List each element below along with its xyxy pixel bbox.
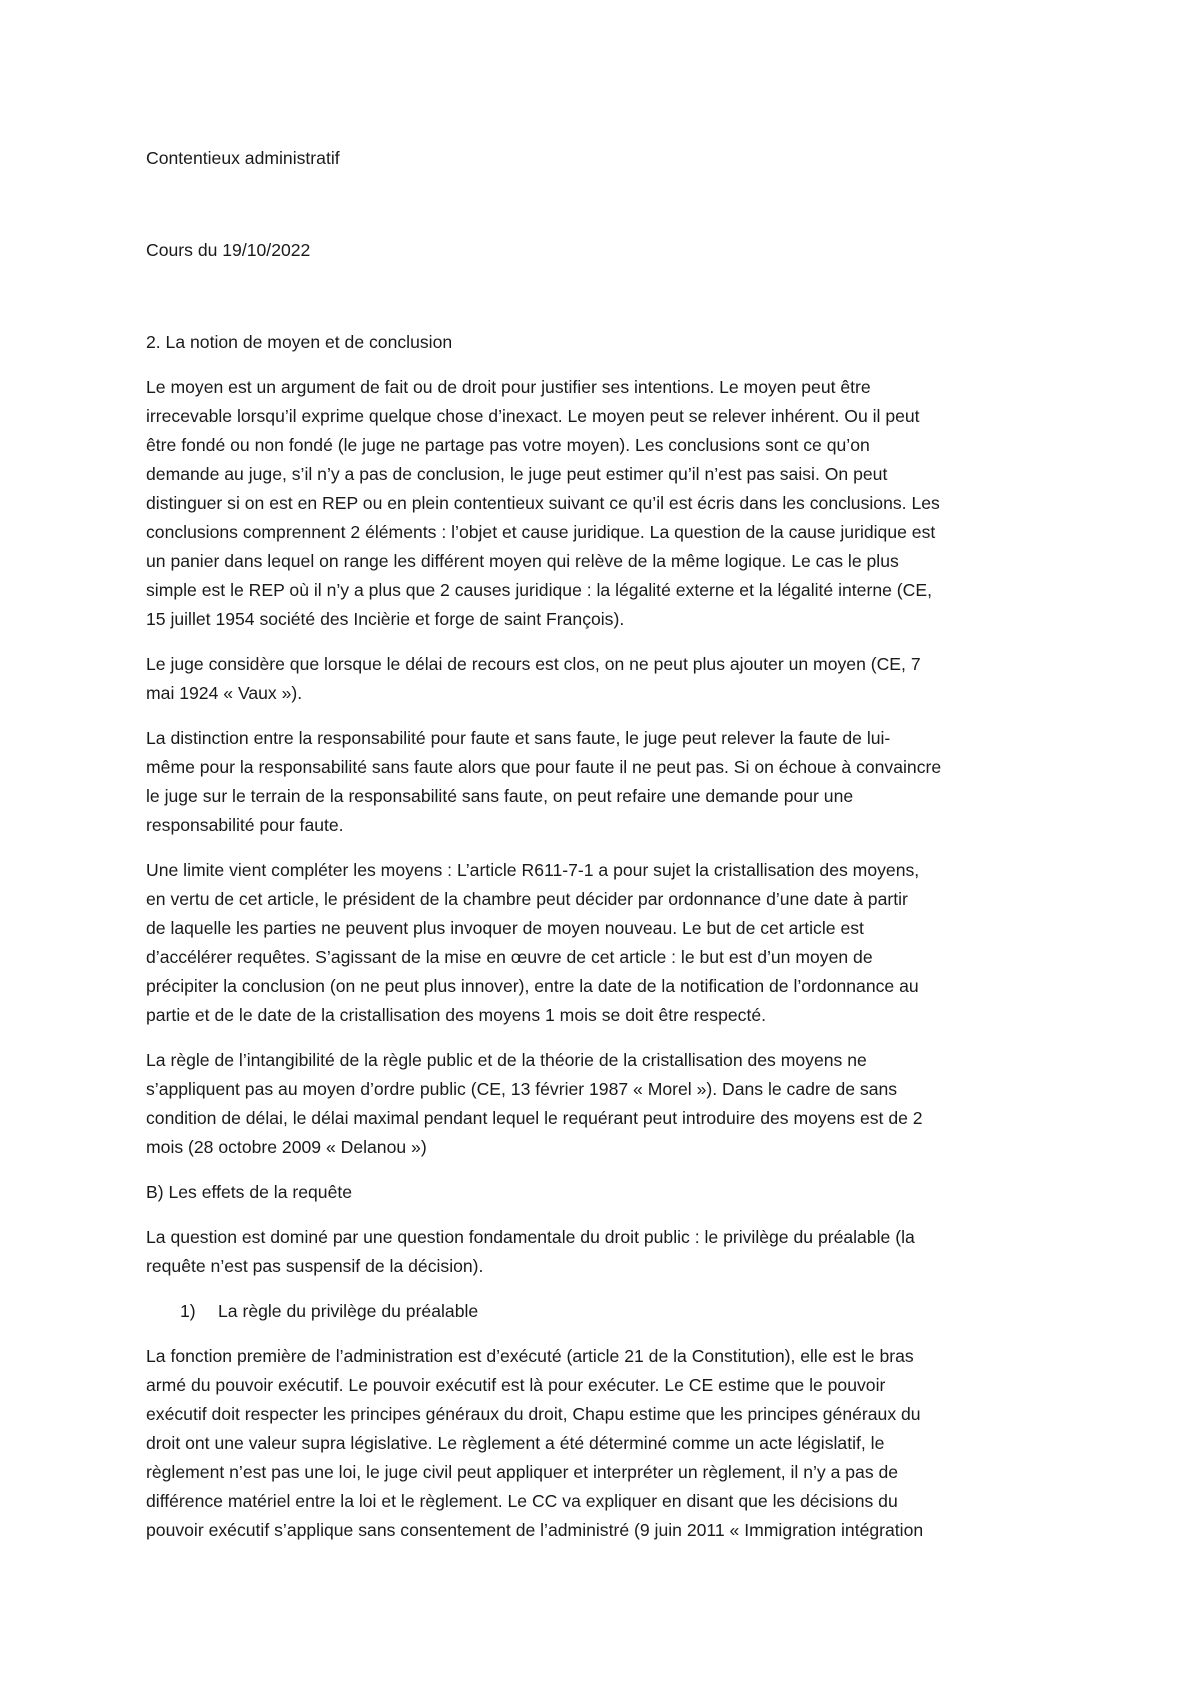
text-line: distinguer si on est en REP ou en plein contentieux suivant ce qu’il est écris dans les conclusions. Les [146,493,940,513]
text-line: précipiter la conclusion (on ne peut plus innover), entre la date de la notification de l’ordonnance au [146,976,919,996]
text-line: La question est dominé par une question fondamentale du droit public : le privilège du préalable (la [146,1227,915,1247]
text-line: s’appliquent pas au moyen d’ordre public (CE, 13 février 1987 « Morel »). Dans le cadre de sans [146,1079,898,1099]
text-line: B) Les effets de la requête [146,1182,353,1202]
text-line: 15 juillet 1954 société des Incièrie et forge de saint François). [146,609,625,629]
text-line: Une limite vient compléter les moyens : L’article R611-7-1 a pour sujet la cristallisation des moyens, [146,860,920,880]
text-line: différence matériel entre la loi et le règlement. Le CC va expliquer en disant que les décisions du [146,1491,898,1511]
text-line: droit ont une valeur supra législative. Le règlement a été déterminé comme un acte législatif, le [146,1433,885,1453]
document-title: Contentieux administratif [146,148,340,168]
subsection-heading [146,1178,1066,1207]
text-line: mai 1924 « Vaux »). [146,683,303,703]
paragraph [146,1223,1066,1281]
paragraph [146,1046,1066,1162]
document-body [146,144,1066,1545]
text-line: Le juge considère que lorsque le délai de recours est clos, on ne peut plus ajouter un moyen (CE, 7 [146,654,921,674]
text-line: pouvoir exécutif s’applique sans consentement de l’administré (9 juin 2011 « Immigration intégration [146,1520,924,1540]
course-date: Cours du 19/10/2022 [146,240,311,260]
paragraph [146,724,1066,840]
text-line: Le moyen est un argument de fait ou de droit pour justifier ses intentions. Le moyen peut être [146,377,871,397]
text-line: conclusions comprennent 2 éléments : l’objet et cause juridique. La question de la cause juridique est [146,522,936,542]
text-line: d’accélérer requêtes. S’agissant de la mise en œuvre de cet article : le but est d’un moyen de [146,947,873,967]
text-line: simple est le REP où il n’y a plus que 2 causes juridique : la légalité externe et la légalité interne (CE, [146,580,932,600]
numbered-list-item [180,1297,1066,1326]
text-line: exécutif doit respecter les principes généraux du droit, Chapu estime que les principes généraux du [146,1404,921,1424]
text-line: être fondé ou non fondé (le juge ne partage pas votre moyen). Les conclusions sont ce qu’on [146,435,870,455]
section-heading: 2. La notion de moyen et de conclusion [146,332,453,352]
text-line: le juge sur le terrain de la responsabilité sans faute, on peut refaire une demande pour une [146,786,854,806]
list-item-text: La règle du privilège du préalable [218,1301,479,1321]
text-line: La fonction première de l’administration est d’exécuté (article 21 de la Constitution), elle est le bras [146,1346,914,1366]
paragraph [146,856,1066,1030]
text-line: armé du pouvoir exécutif. Le pouvoir exécutif est là pour exécuter. Le CE estime que le pouvoir [146,1375,886,1395]
text-line: condition de délai, le délai maximal pendant lequel le requérant peut introduire des moyens est de 2 [146,1108,923,1128]
text-line: La règle de l’intangibilité de la règle public et de la théorie de la cristallisation des moyens ne [146,1050,867,1070]
text-line: mois (28 octobre 2009 « Delanou ») [146,1137,427,1157]
paragraph [146,1342,1066,1545]
text-line: irrecevable lorsqu’il exprime quelque chose d’inexact. Le moyen peut se relever inhérent. Ou il peut [146,406,920,426]
paragraph [146,373,1066,634]
list-number: 1) [180,1301,196,1321]
text-line: même pour la responsabilité sans faute alors que pour faute il ne peut pas. Si on échoue à convaincre [146,757,942,777]
text-line: requête n’est pas suspensif de la décision). [146,1256,484,1276]
text-line: un panier dans lequel on range les différent moyen qui relève de la même logique. Le cas le plus [146,551,899,571]
text-line: de laquelle les parties ne peuvent plus invoquer de moyen nouveau. Le but de cet article est [146,918,864,938]
text-line: partie et de le date de la cristallisation des moyens 1 mois se doit être respecté. [146,1005,767,1025]
text-line: responsabilité pour faute. [146,815,344,835]
text-line: demande au juge, s’il n’y a pas de conclusion, le juge peut estimer qu’il n’est pas saisi. On peut [146,464,888,484]
paragraph [146,650,1066,708]
text-line: règlement n’est pas une loi, le juge civil peut appliquer et interpréter un règlement, il n’y a pas de [146,1462,899,1482]
text-line: en vertu de cet article, le président de la chambre peut décider par ordonnance d’une date à partir [146,889,908,909]
text-line: La distinction entre la responsabilité pour faute et sans faute, le juge peut relever la faute de lui- [146,728,891,748]
